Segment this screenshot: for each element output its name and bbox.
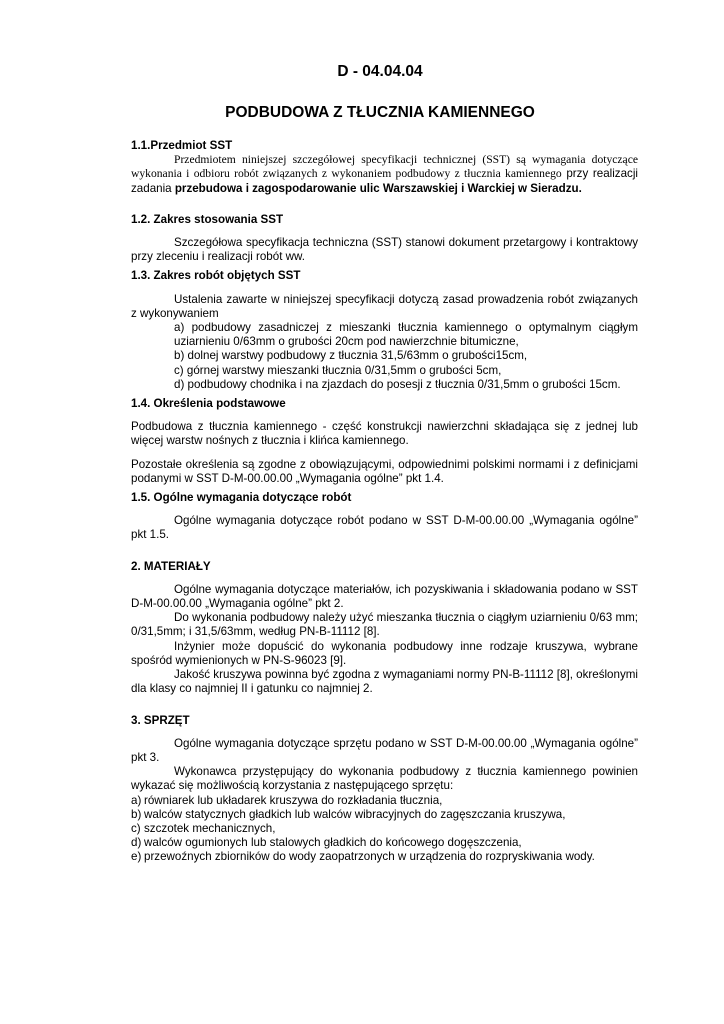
paragraph-1-4-a: Podbudowa z tłucznia kamiennego - część konstrukcji nawierzchni składająca się z jednej lub więcej warstw nośnych z tłucznia i klińca kamiennego. (131, 420, 638, 448)
scope-item-a: a) podbudowy zasadniczej z mieszanki tłucznia kamiennego o optymalnym ciągłym uziarnieniu 0/63mm o grubości 20cm pod nawierzchnie bitumiczne, (174, 321, 638, 349)
heading-1-2: 1.2. Zakres stosowania SST (131, 212, 284, 226)
paragraph-1-1 (131, 153, 638, 196)
scope-item-b: b) dolnej warstwy podbudowy z tłucznia 31,5/63mm o grubości15cm, (174, 349, 528, 363)
paragraph-1-1-plain: przy realizacji zadania (131, 167, 638, 195)
paragraph-2-a: Ogólne wymagania dotyczące materiałów, ich pozyskiwania i składowania podano w SST D-M-00.00.00 „Wymagania ogólne” pkt 2. (131, 582, 638, 611)
list-item-letter: c) (131, 821, 141, 835)
list-item-letter: a) (131, 793, 142, 807)
list-item (131, 808, 638, 822)
list-item-text: walców statycznych gładkich lub walców wibracyjnych do zagęszczania kruszywa, (144, 807, 566, 821)
list-item-letter: b) (131, 807, 142, 821)
list-item-letter: e) (131, 850, 142, 864)
list-item-letter: d) (131, 836, 142, 850)
paragraph-1-5: Ogólne wymagania dotyczące robót podano w SST D-M-00.00.00 „Wymagania ogólne” pkt 1.5. (131, 514, 638, 542)
spec-code: D - 04.04.04 (337, 63, 423, 80)
list-item (131, 794, 638, 808)
paragraph-2-b: Do wykonania podbudowy należy użyć mieszanka tłucznia o ciągłym uziarnieniu 0/63 mm; 0/31,5mm; i 31,5/63mm, według PN-B-11112 [8]. (131, 611, 638, 639)
list-item (131, 822, 638, 836)
scope-item-d: d) podbudowy chodnika i na zjazdach do posesji z tłucznia 0/31,5mm o grubości 15cm. (174, 377, 621, 391)
list-item-text: walców ogumionych lub stalowych gładkich do końcowego dogęszczenia, (144, 836, 522, 850)
paragraph-1-1-bold: przebudowa i zagospodarowanie ulic Warszawskiej i Warckiej w Sieradzu. (174, 181, 582, 195)
paragraph-2-d: Jakość kruszywa powinna być zgodna z wymaganiami normy PN-B-11112 [8], określonymi dla klasy co najmniej II i gatunku co najmniej 2. (131, 668, 638, 696)
scope-item-c: c) górnej warstwy mieszanki tłucznia 0/31,5mm o grubości 5cm, (174, 363, 502, 377)
scope-list (131, 321, 638, 392)
heading-1-5: 1.5. Ogólne wymagania dotyczące robót (131, 491, 352, 505)
list-item (131, 850, 638, 864)
paragraph-3-a: Ogólne wymagania dotyczące sprzętu podano w SST D-M-00.00.00 „Wymagania ogólne” pkt 3. (131, 736, 638, 764)
paragraph-2-c: Inżynier może dopuścić do wykonania podbudowy inne rodzaje kruszywa, wybrane spośród wymienionych w PN-S-96023 [9]. (131, 639, 638, 667)
heading-1-4: 1.4. Określenia podstawowe (131, 397, 286, 411)
heading-1-3: 1.3. Zakres robót objętych SST (131, 269, 301, 283)
heading-3: 3. SPRZĘT (131, 713, 190, 727)
paragraph-1-1-serif: Przedmiotem niniejszej szczegółowej specyfikacji technicznej (SST) są wymagania dotyczące wykonania i odbioru robót związanych z wykonaniem podbudowy z tłucznia kamiennego (131, 153, 638, 181)
paragraph-1-3: Ustalenia zawarte w niniejszej specyfikacji dotyczą zasad prowadzenia robót związanych z wykonywaniem (131, 292, 638, 320)
document-title: PODBUDOWA Z TŁUCZNIA KAMIENNEGO (225, 104, 535, 121)
list-item-text: przewoźnych zbiorników do wody zaopatrzonych w urządzenia do rozpryskiwania wody. (144, 850, 595, 864)
paragraph-3-b: Wykonawca przystępujący do wykonania podbudowy z tłucznia kamiennego powinien wykazać się możliwością korzystania z następującego sprzętu: (131, 765, 638, 793)
list-item-text: równiarek lub układarek kruszywa do rozkładania tłucznia, (144, 793, 443, 807)
equipment-list (131, 794, 638, 865)
list-item-text: szczotek mechanicznych, (144, 821, 276, 835)
paragraph-1-4-b: Pozostałe określenia są zgodne z obowiązującymi, odpowiednimi polskimi normami i z definicjami podanymi w SST D-M-00.00.00 „Wymagania ogólne” pkt 1.4. (131, 457, 638, 485)
document-body (131, 139, 638, 865)
paragraph-1-2: Szczegółowa specyfikacja techniczna (SST) stanowi dokument przetargowy i kontraktowy przy zleceniu i realizacji robót ww. (131, 236, 638, 264)
list-item (131, 836, 638, 850)
heading-2: 2. MATERIAŁY (131, 559, 211, 573)
heading-1-1: 1.1.Przedmiot SST (131, 139, 233, 152)
